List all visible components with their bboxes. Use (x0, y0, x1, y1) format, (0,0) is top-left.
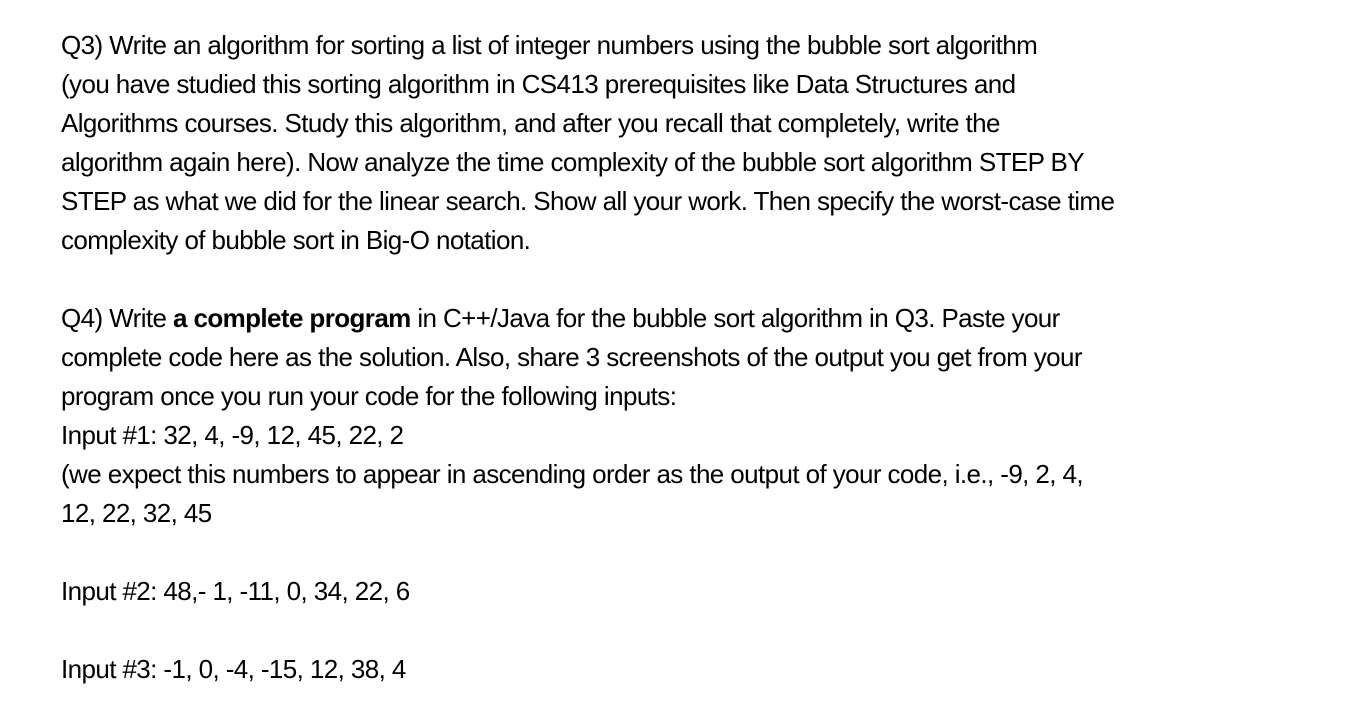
q3-line-5: STEP as what we did for the linear search. Show all your work. Then specify the worst-case time (61, 186, 1115, 216)
q3-line-1: Q3) Write an algorithm for sorting a list of integer numbers using the bubble sort algorithm (61, 30, 1038, 60)
input-1: Input #1: 32, 4, -9, 12, 45, 22, 2 (61, 420, 404, 450)
input-gap-1 (61, 533, 1321, 572)
q4-line-1-prefix: Q4) Write (61, 303, 173, 333)
q4-line-2: complete code here as the solution. Also, share 3 screenshots of the output you get from your (61, 342, 1082, 372)
input-3: Input #3: -1, 0, -4, -15, 12, 38, 4 (61, 654, 406, 684)
paragraph-gap (61, 260, 1321, 299)
q3-line-4: algorithm again here). Now analyze the time complexity of the bubble sort algorithm STEP BY (61, 147, 1085, 177)
question-3 (61, 26, 1321, 260)
input-2: Input #2: 48,- 1, -11, 0, 34, 22, 6 (61, 576, 410, 606)
question-4 (61, 299, 1321, 689)
q3-line-3: Algorithms courses. Study this algorithm, and after you recall that completely, write the (61, 108, 1000, 138)
q3-line-2: (you have studied this sorting algorithm in CS413 prerequisites like Data Structures and (61, 69, 1016, 99)
document-body (61, 26, 1321, 689)
q4-bold-phrase: a complete program (172, 303, 411, 333)
q4-line-1-suffix: in C++/Java for the bubble sort algorithm in Q3. Paste your (410, 303, 1060, 333)
expectation-line-2: 12, 22, 32, 45 (61, 498, 212, 528)
q4-line-1 (61, 299, 1321, 338)
input-gap-2 (61, 611, 1321, 650)
q3-line-6: complexity of bubble sort in Big-O notation. (61, 225, 531, 255)
q4-line-3: program once you run your code for the following inputs: (61, 381, 677, 411)
expectation-line-1: (we expect this numbers to appear in ascending order as the output of your code, i.e., -9, 2, 4, (61, 459, 1084, 489)
